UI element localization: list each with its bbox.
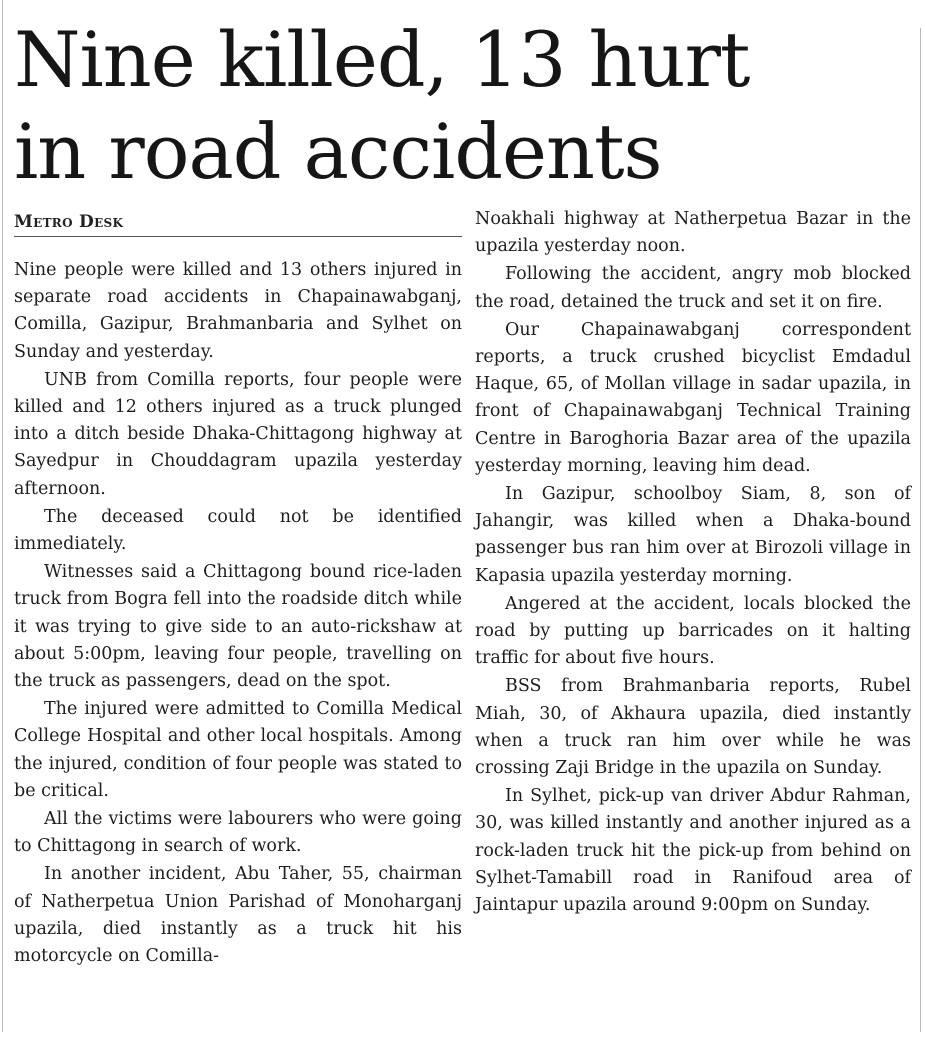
article-column-left [14, 206, 462, 970]
article-paragraph: All the victims were labourers who were going to Chittagong in search of work. [14, 809, 462, 857]
article-paragraph: Angered at the accident, locals blocked the road by putting up barricades on it halting traffic for about five hours. [475, 593, 911, 669]
left-column-rule [2, 0, 3, 1032]
headline [14, 14, 904, 198]
byline: Metro Desk [14, 206, 462, 237]
article-paragraph: Noakhali highway at Natherpetua Bazar in the upazila yesterday noon. [475, 209, 911, 257]
article-paragraph: In Sylhet, pick-up van driver Abdur Rahman, 30, was killed instantly and another injured as a rock-laden truck hit the pick-up from behind on Sylhet-Tamabill road in Ranifoud area of Jaintapur upazila around 9:00pm on Sunday. [475, 786, 911, 916]
article-paragraph: In Gazipur, schoolboy Siam, 8, son of Jahangir, was killed when a Dhaka-bound passenger bus ran him over at Birozoli village in Kapasia upazila yesterday morning. [475, 484, 911, 586]
article-paragraph: BSS from Brahmanbaria reports, Rubel Miah, 30, of Akhaura upazila, died instantly when a truck ran him over while he was crossing Zaji Bridge in the upazila on Sunday. [475, 676, 911, 779]
article-paragraph: UNB from Comilla reports, four people were killed and 12 others injured as a truck plunged into a ditch beside Dhaka-Chittagong highway at Sayedpur in Chouddagram upazila yesterday afternoon. [14, 369, 462, 499]
headline-line-1: Nine killed, 13 hurt [14, 15, 750, 104]
article-column-right [475, 206, 911, 919]
headline-line-2: in road accidents [14, 107, 662, 196]
article-paragraph: The injured were admitted to Comilla Medical College Hospital and other local hospitals. Among the injured, condition of four people was stated to be critical. [14, 699, 462, 801]
article-paragraph: Witnesses said a Chittagong bound rice-laden truck from Bogra fell into the roadside ditch while it was trying to give side to an auto-rickshaw at about 5:00pm, leaving four people, travelling on the truck as passengers, dead on the spot. [14, 562, 462, 692]
article-paragraph: Following the accident, angry mob blocked the road, detained the truck and set it on fire. [475, 264, 911, 312]
article-paragraph: The deceased could not be identified immediately. [14, 506, 462, 555]
article-paragraph: Nine people were killed and 13 others injured in separate road accidents in Chapainawabganj, Comilla, Gazipur, Brahmanbaria and Sylhet on Sunday and yesterday. [14, 260, 462, 362]
article-paragraph: Our Chapainawabganj correspondent reports, a truck crushed bicyclist Emdadul Haque, 65, of Mollan village in sadar upazila, in front of Chapainawabganj Technical Training Centre in Baroghoria Bazar area of the upazila yesterday morning, leaving him dead. [475, 319, 911, 476]
right-column-rule [920, 28, 921, 1032]
article-paragraph: In another incident, Abu Taher, 55, chairman of Natherpetua Union Parishad of Monoharganj upazila, died instantly as a truck hit his motorcycle on Comilla- [14, 864, 462, 967]
